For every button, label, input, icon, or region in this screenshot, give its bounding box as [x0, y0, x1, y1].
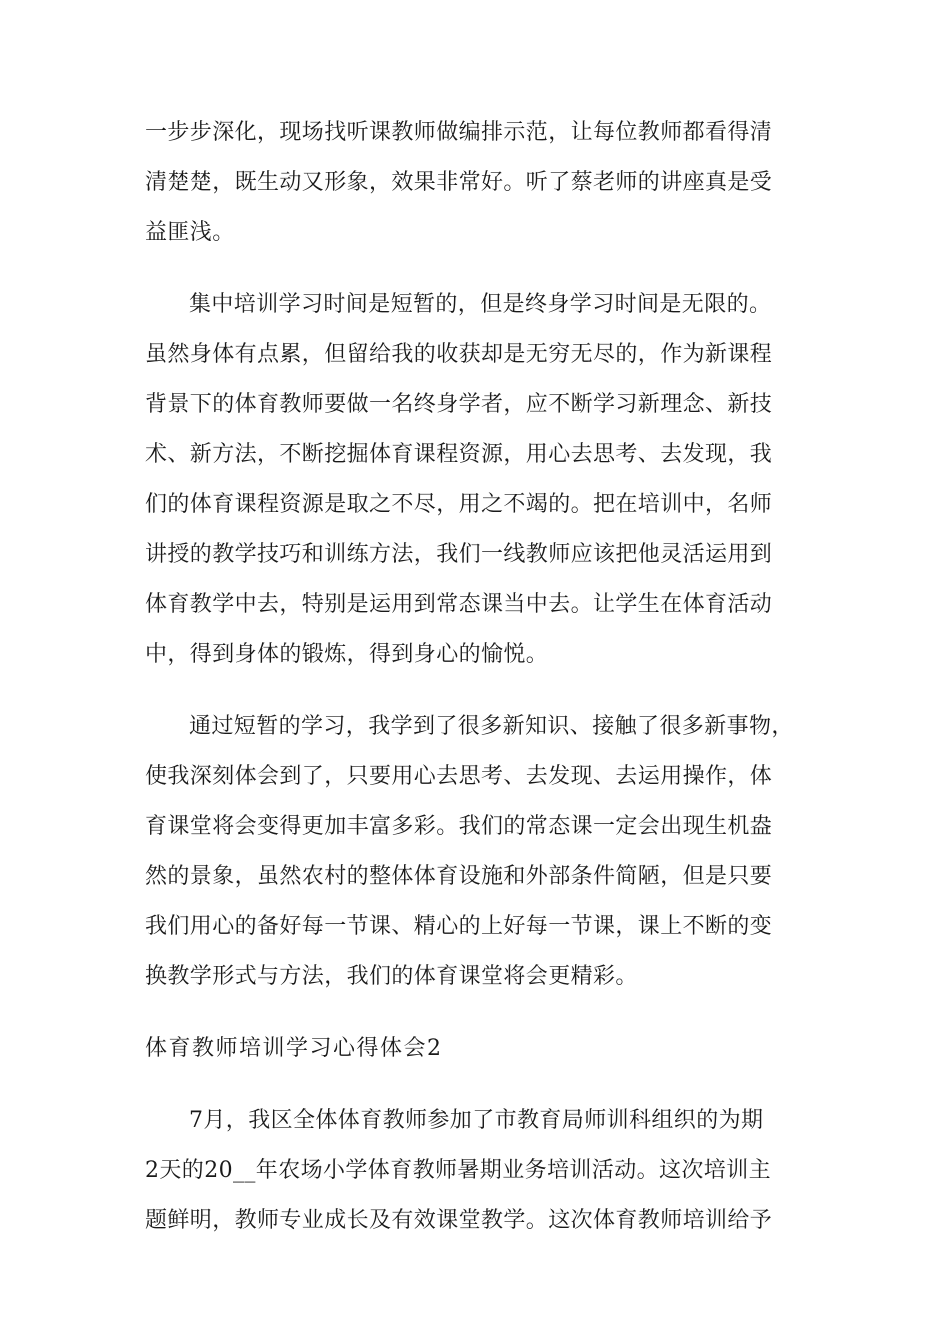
paragraph-gap	[145, 1002, 808, 1024]
document-page	[145, 108, 808, 1246]
text-line: 益匪浅。	[145, 220, 235, 245]
text-line: 虽然身体有点累，但留给我的收获却是无穷无尽的，作为新课程	[145, 342, 773, 367]
paragraph-2	[145, 280, 808, 680]
text-line: 我们用心的备好每一节课、精心的上好每一节课，课上不断的变	[145, 914, 773, 939]
text-line: 7月，我区全体体育教师参加了市教育局师训科组织的为期	[189, 1108, 764, 1133]
text-line: 集中培训学习时间是短暂的，但是终身学习时间是无限的。	[189, 292, 772, 317]
text-line: 然的景象，虽然农村的整体体育设施和外部条件简陋，但是只要	[145, 864, 773, 889]
text-line: 换教学形式与方法，我们的体育课堂将会更精彩。	[145, 964, 638, 989]
paragraph-gap	[145, 1074, 808, 1096]
text-line: 讲授的教学技巧和训练方法，我们一线教师应该把他灵活运用到	[145, 542, 773, 567]
text-line: 背景下的体育教师要做一名终身学者，应不断学习新理念、新技	[145, 392, 773, 417]
text-line: 体育教学中去，特别是运用到常态课当中去。让学生在体育活动	[145, 592, 773, 617]
text-line: 通过短暂的学习，我学到了很多新知识、接触了很多新事物，	[189, 714, 794, 739]
text-line: 题鲜明，教师专业成长及有效课堂教学。这次体育教师培训给予	[145, 1208, 773, 1233]
text-line: 一步步深化，现场找听课教师做编排示范，让每位教师都看得清	[145, 120, 773, 145]
text-line: 使我深刻体会到了，只要用心去思考、去发现、去运用操作，体	[145, 764, 773, 789]
text-line: 们的体育课程资源是取之不尽，用之不竭的。把在培训中，名师	[145, 492, 773, 517]
paragraph-gap	[145, 680, 808, 702]
text-line: 术、新方法，不断挖掘体育课程资源，用心去思考、去发现，我	[145, 442, 773, 467]
text-line: 中，得到身体的锻炼，得到身心的愉悦。	[145, 642, 549, 667]
section-heading: 体育教师培训学习心得体会2	[145, 1036, 443, 1061]
text-line: 2天的20__年农场小学体育教师暑期业务培训活动。这次培训主	[145, 1158, 771, 1183]
paragraph-3	[145, 702, 808, 1002]
text-line: 清楚楚，既生动又形象，效果非常好。听了蔡老师的讲座真是受	[145, 170, 773, 195]
text-line: 育课堂将会变得更加丰富多彩。我们的常态课一定会出现生机盎	[145, 814, 773, 839]
paragraph-4	[145, 1096, 808, 1246]
paragraph-1	[145, 108, 808, 258]
paragraph-gap	[145, 258, 808, 280]
